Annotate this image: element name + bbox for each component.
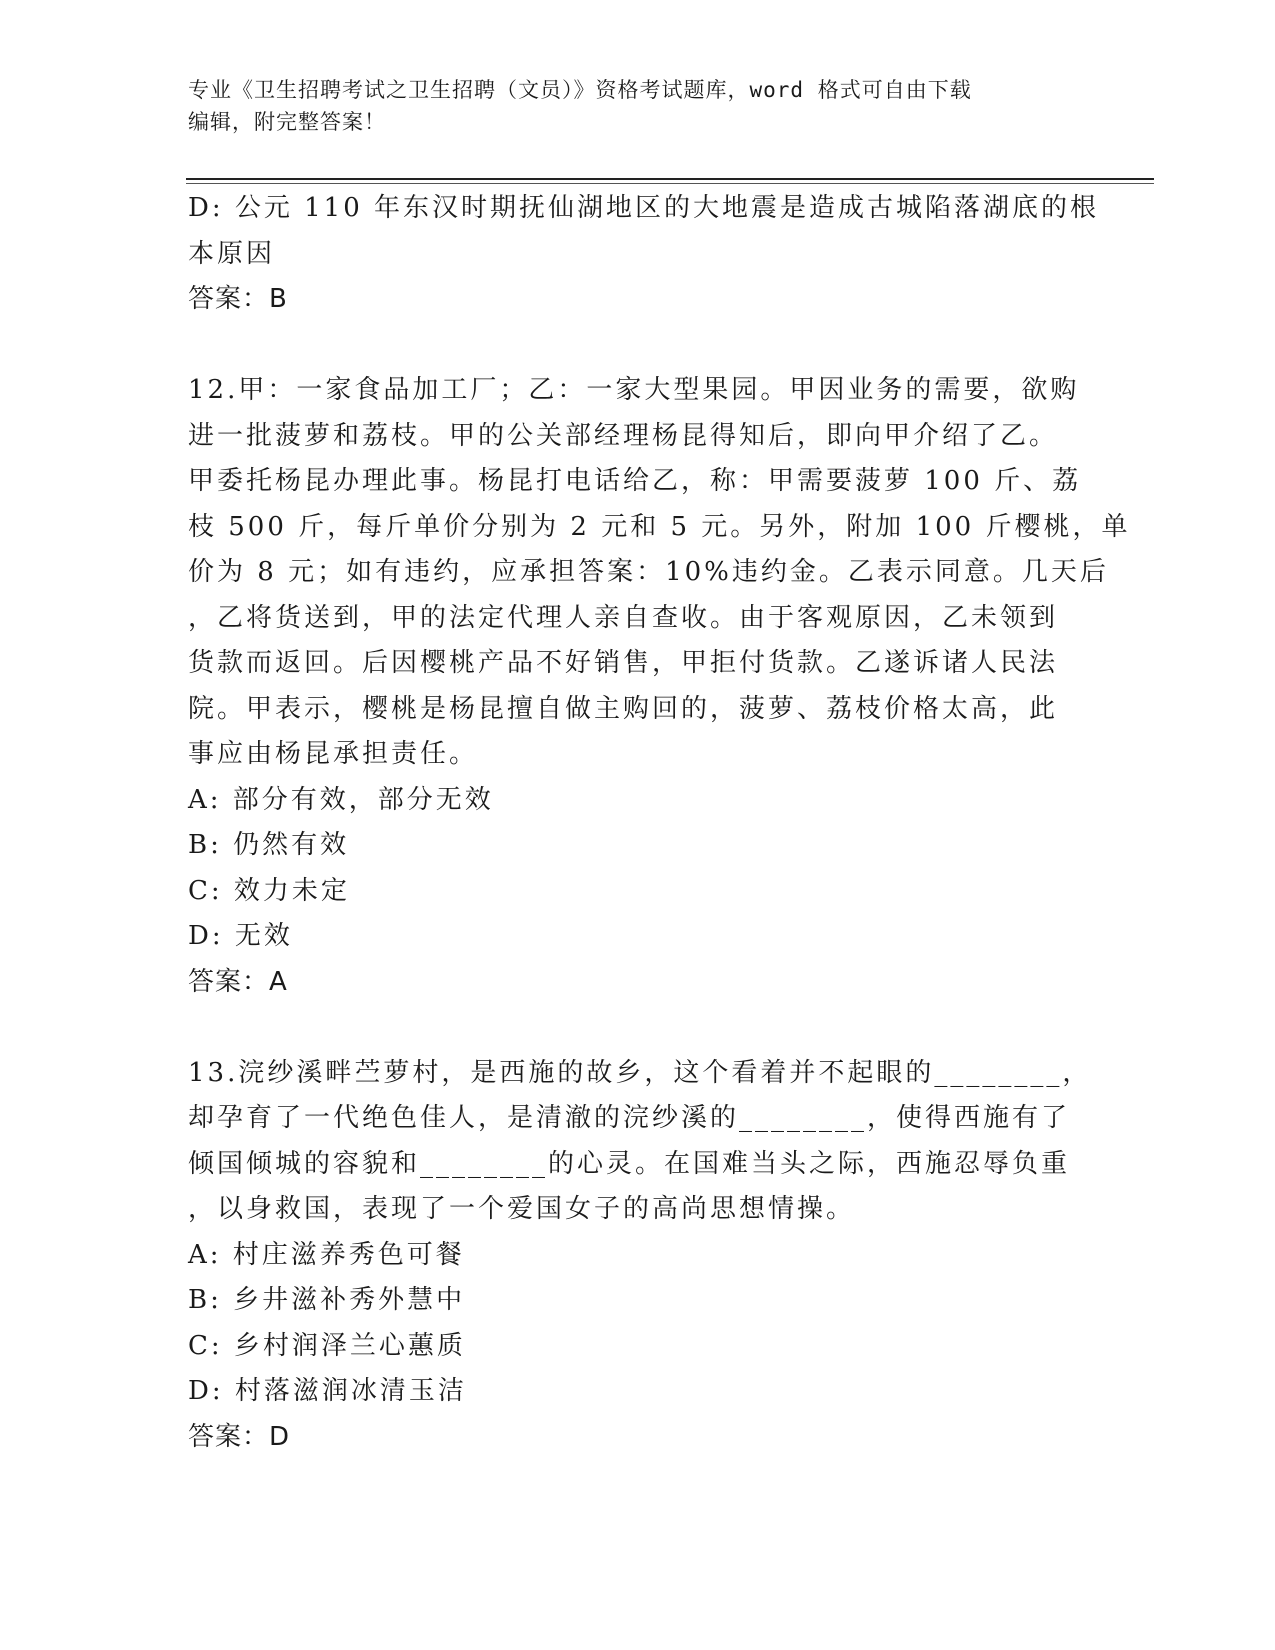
header-rule-thick bbox=[186, 178, 1154, 180]
option-d-line-1: D: 公元 110 年东汉时期抚仙湖地区的大地震是造成古城陷落湖底的根 bbox=[188, 193, 1100, 223]
spacer bbox=[188, 1005, 1088, 1051]
header-line-1: 专业《卫生招聘考试之卫生招聘（文员）》资格考试题库，word 格式可自由下载 bbox=[188, 78, 972, 102]
question-12 bbox=[188, 368, 1131, 1005]
question-text-line: 13.浣纱溪畔苎萝村，是西施的故乡，这个看着并不起眼的________， bbox=[188, 1057, 1092, 1088]
option-a: A: 村庄滋养秀色可餐 bbox=[188, 1239, 465, 1270]
header-line-2: 编辑，附完整答案！ bbox=[188, 110, 386, 134]
question-text-line: ，以身救国，表现了一个爱国女子的高尚思想情操。 bbox=[188, 1194, 856, 1224]
question-text-line: 货款而返回。后因樱桃产品不好销售，甲拒付货款。乙遂诉诸人民法 bbox=[188, 648, 1059, 678]
question-text-line: 事应由杨昆承担责任。 bbox=[188, 739, 479, 769]
page-content bbox=[188, 186, 1131, 1460]
option-b: B: 仍然有效 bbox=[188, 830, 350, 860]
question-13 bbox=[188, 1051, 1092, 1461]
spacer bbox=[188, 323, 1088, 369]
option-b: B: 乡井滋补秀外慧中 bbox=[188, 1285, 466, 1315]
question-text-line: 价为 8 元；如有违约，应承担答案：10%违约金。乙表示同意。几天后 bbox=[188, 557, 1109, 587]
option-c: C: 效力未定 bbox=[188, 875, 350, 906]
question-text-line: 进一批菠萝和荔枝。甲的公关部经理杨昆得知后，即向甲介绍了乙。 bbox=[188, 420, 1059, 451]
answer-line: 答案：B bbox=[188, 284, 288, 314]
option-d: D: 无效 bbox=[188, 921, 293, 951]
question-text-line: 甲委托杨昆办理此事。杨昆打电话给乙，称：甲需要菠萝 100 斤、荔 bbox=[188, 466, 1082, 496]
header-rule-thin bbox=[186, 183, 1154, 184]
option-d: D: 村落滋润冰清玉洁 bbox=[188, 1376, 467, 1406]
option-d-line-2: 本原因 bbox=[188, 238, 276, 269]
answer-line: 答案：A bbox=[188, 966, 288, 997]
question-text-line: 院。甲表示，樱桃是杨昆擅自做主购回的，菠萝、荔枝价格太高，此 bbox=[188, 693, 1059, 724]
question-text-line: 12.甲：一家食品加工厂；乙：一家大型果园。甲因业务的需要，欲购 bbox=[188, 375, 1080, 405]
question-11-tail bbox=[188, 186, 1100, 323]
page-header bbox=[188, 74, 1068, 138]
question-text-line: ，乙将货送到，甲的法定代理人亲自查收。由于客观原因，乙未领到 bbox=[188, 602, 1059, 633]
option-a: A: 部分有效，部分无效 bbox=[188, 784, 494, 815]
question-text-line: 枝 500 斤，每斤单价分别为 2 元和 5 元。另外，附加 100 斤樱桃，单 bbox=[188, 511, 1131, 542]
question-text-line: 却孕育了一代绝色佳人，是清澈的浣纱溪的________，使得西施有了 bbox=[188, 1103, 1071, 1133]
answer-line: 答案：D bbox=[188, 1421, 291, 1452]
question-text-line: 倾国倾城的容貌和________的心灵。在国难当头之际，西施忍辱负重 bbox=[188, 1148, 1071, 1179]
option-c: C: 乡村润泽兰心蕙质 bbox=[188, 1330, 466, 1361]
